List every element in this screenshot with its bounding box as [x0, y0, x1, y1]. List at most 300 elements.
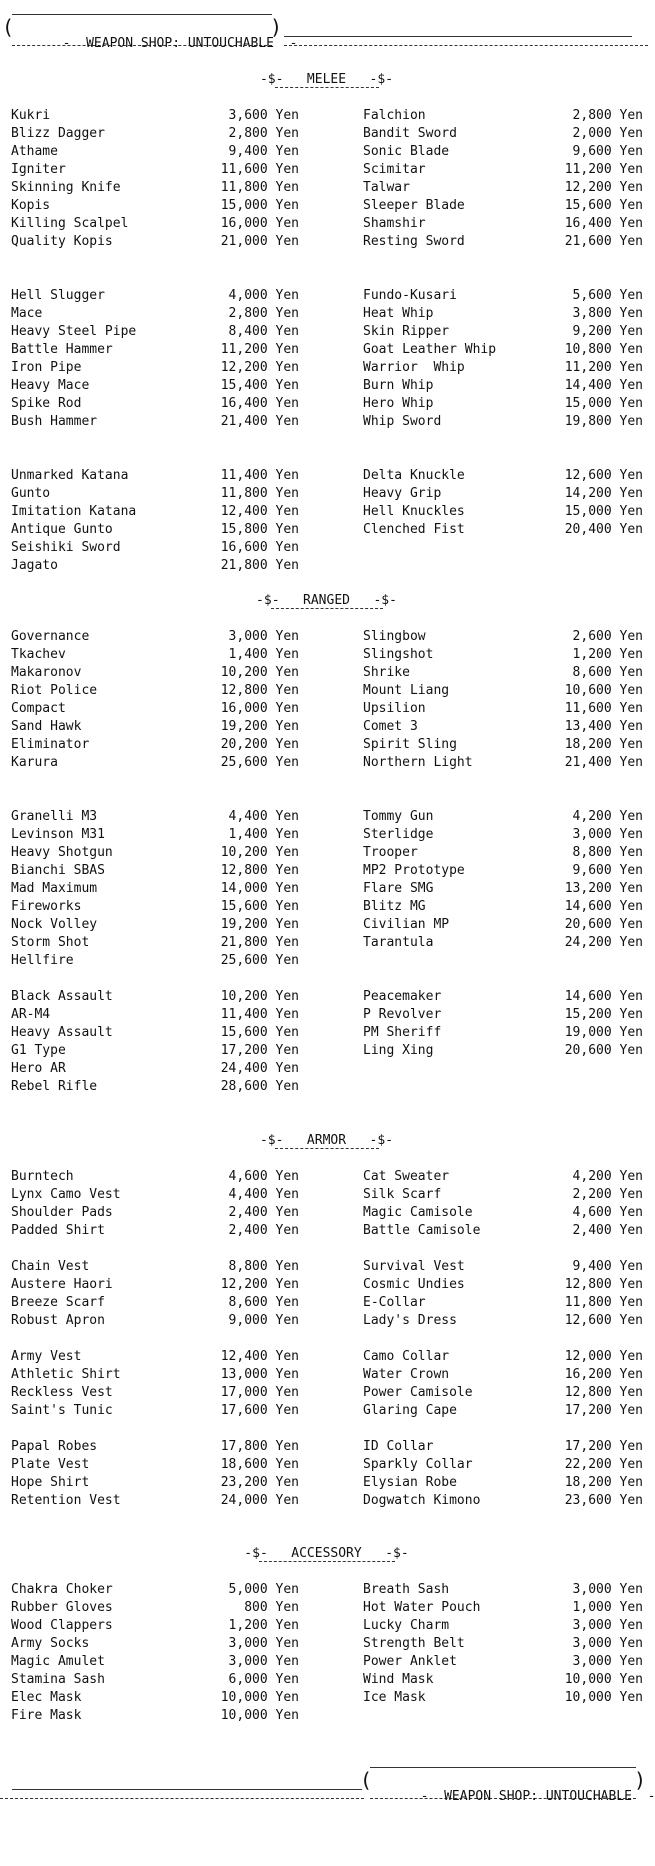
- list-item: [11, 539, 299, 557]
- item-price: [573, 125, 643, 143]
- section-heading-melee: [0, 72, 653, 88]
- item-price-value: 9,400: [572, 1259, 612, 1274]
- item-price: [221, 952, 299, 970]
- item-name: Bush Hammer: [11, 414, 98, 429]
- item-price: [221, 539, 299, 557]
- item-price: [565, 1384, 643, 1402]
- item-price: [573, 287, 643, 305]
- item-price-value: 1,400: [228, 647, 268, 662]
- list-item: [11, 826, 299, 844]
- list-item: [11, 161, 299, 179]
- item-currency: Yen: [275, 881, 299, 896]
- item-price-value: 10,200: [220, 845, 268, 860]
- item-name: Resting Sword: [363, 234, 465, 249]
- item-currency: Yen: [619, 1385, 643, 1400]
- item-name: Athletic Shirt: [11, 1367, 121, 1382]
- item-price-value: 3,000: [228, 1654, 268, 1669]
- item-name: Bianchi SBAS: [11, 863, 105, 878]
- item-price: [573, 107, 643, 125]
- section-title: ACCESSORY: [291, 1546, 362, 1561]
- item-currency: Yen: [275, 1025, 299, 1040]
- item-name: Lady's Dress: [363, 1313, 457, 1328]
- item-price: [221, 485, 299, 503]
- item-price-value: 14,600: [564, 899, 612, 914]
- section-title: RANGED: [303, 593, 350, 608]
- section-heading-accessory: [0, 1546, 653, 1562]
- list-item: [363, 988, 643, 1006]
- item-price: [565, 1312, 643, 1330]
- list-item: [11, 988, 299, 1006]
- item-name: Elysian Robe: [363, 1475, 457, 1490]
- list-item: [11, 485, 299, 503]
- item-name: Athame: [11, 144, 58, 159]
- item-price: [565, 341, 643, 359]
- list-item: [363, 1689, 643, 1707]
- item-name: Army Vest: [11, 1349, 82, 1364]
- section-title: ARMOR: [306, 1133, 347, 1148]
- item-currency: Yen: [619, 1636, 643, 1651]
- list-item: [11, 718, 299, 736]
- list-item: [11, 1456, 299, 1474]
- item-price: [565, 467, 643, 485]
- item-name: Reckless Vest: [11, 1385, 113, 1400]
- item-price-value: 13,000: [220, 1367, 268, 1382]
- item-price: [565, 1294, 643, 1312]
- item-price-value: 20,200: [220, 737, 268, 752]
- item-currency: Yen: [619, 1618, 643, 1633]
- list-item: [11, 395, 299, 413]
- item-price: [573, 1599, 643, 1617]
- item-currency: Yen: [275, 486, 299, 501]
- item-price: [565, 179, 643, 197]
- item-price-value: 15,600: [220, 899, 268, 914]
- item-currency: Yen: [275, 719, 299, 734]
- item-price-value: 15,400: [220, 378, 268, 393]
- item-currency: Yen: [275, 1654, 299, 1669]
- item-currency: Yen: [619, 468, 643, 483]
- list-item: [11, 125, 299, 143]
- item-price: [573, 844, 643, 862]
- item-price: [229, 646, 299, 664]
- list-item: [363, 1222, 643, 1240]
- item-price-value: 14,400: [564, 378, 612, 393]
- item-currency: Yen: [619, 342, 643, 357]
- item-price: [573, 1653, 643, 1671]
- item-name: Fire Mask: [11, 1708, 82, 1723]
- item-name: Talwar: [363, 180, 410, 195]
- item-currency: Yen: [619, 108, 643, 123]
- item-price: [565, 1492, 643, 1510]
- item-price-value: 14,600: [564, 989, 612, 1004]
- list-item: [11, 1402, 299, 1420]
- item-price-value: 1,200: [572, 647, 612, 662]
- list-item: [363, 197, 643, 215]
- item-currency: Yen: [275, 827, 299, 842]
- list-item: [363, 107, 643, 125]
- item-name: Sand Hawk: [11, 719, 82, 734]
- item-price: [565, 988, 643, 1006]
- item-name: Wood Clappers: [11, 1618, 113, 1633]
- item-currency: Yen: [275, 342, 299, 357]
- list-item: [11, 503, 299, 521]
- item-currency: Yen: [275, 378, 299, 393]
- item-currency: Yen: [275, 1061, 299, 1076]
- item-name: Warrior Whip: [363, 360, 465, 375]
- item-price-value: 8,600: [228, 1295, 268, 1310]
- item-price-value: 15,000: [564, 396, 612, 411]
- item-name: Storm Shot: [11, 935, 90, 950]
- item-price-value: 18,200: [564, 1475, 612, 1490]
- item-name: Padded Shirt: [11, 1223, 105, 1238]
- list-item: [11, 1671, 299, 1689]
- list-item: [363, 1438, 643, 1456]
- item-price: [221, 916, 299, 934]
- item-price: [221, 664, 299, 682]
- list-item: [363, 1474, 643, 1492]
- item-price-value: 12,000: [564, 1349, 612, 1364]
- item-currency: Yen: [275, 1403, 299, 1418]
- list-item: [363, 161, 643, 179]
- item-price-value: 19,200: [220, 917, 268, 932]
- item-price-value: 21,400: [220, 414, 268, 429]
- item-currency: Yen: [275, 1439, 299, 1454]
- item-price: [565, 233, 643, 251]
- section-underline: [259, 1561, 395, 1562]
- item-price: [573, 1222, 643, 1240]
- item-currency: Yen: [275, 1367, 299, 1382]
- item-price: [221, 1078, 299, 1096]
- list-item: [363, 179, 643, 197]
- item-price: [565, 197, 643, 215]
- item-price-value: 11,800: [220, 180, 268, 195]
- item-price-value: 16,000: [220, 701, 268, 716]
- item-name: P Revolver: [363, 1007, 442, 1022]
- item-name: Tommy Gun: [363, 809, 434, 824]
- item-name: Igniter: [11, 162, 66, 177]
- list-item: [363, 359, 643, 377]
- list-item: [11, 1492, 299, 1510]
- item-currency: Yen: [619, 180, 643, 195]
- item-currency: Yen: [619, 1277, 643, 1292]
- item-currency: Yen: [619, 414, 643, 429]
- list-item: [11, 628, 299, 646]
- item-price-value: 8,800: [228, 1259, 268, 1274]
- item-currency: Yen: [275, 1493, 299, 1508]
- item-price: [221, 233, 299, 251]
- item-price-value: 18,200: [564, 737, 612, 752]
- item-price-value: 12,800: [220, 863, 268, 878]
- list-item: [11, 1384, 299, 1402]
- item-price: [221, 1366, 299, 1384]
- item-price-value: 17,600: [220, 1403, 268, 1418]
- list-item: [11, 107, 299, 125]
- item-name: Sonic Blade: [363, 144, 450, 159]
- item-price: [573, 1186, 643, 1204]
- item-price: [221, 1276, 299, 1294]
- item-price: [221, 682, 299, 700]
- list-item: [11, 1438, 299, 1456]
- list-item: [11, 1168, 299, 1186]
- item-currency: Yen: [619, 899, 643, 914]
- list-item: [363, 1024, 643, 1042]
- item-price-value: 800: [244, 1600, 268, 1615]
- list-item: [363, 1276, 643, 1294]
- item-price-value: 25,600: [220, 953, 268, 968]
- list-item: [363, 1258, 643, 1276]
- item-price-value: 15,000: [564, 504, 612, 519]
- item-price-value: 2,600: [572, 629, 612, 644]
- item-price-value: 8,400: [228, 324, 268, 339]
- item-price-value: 20,600: [564, 917, 612, 932]
- item-price: [229, 1635, 299, 1653]
- item-price: [221, 377, 299, 395]
- item-name: Governance: [11, 629, 90, 644]
- item-currency: Yen: [275, 1313, 299, 1328]
- item-price: [229, 628, 299, 646]
- list-item: [363, 934, 643, 952]
- item-name: Makaronov: [11, 665, 82, 680]
- list-item: [11, 934, 299, 952]
- list-item: [11, 1653, 299, 1671]
- item-currency: Yen: [619, 486, 643, 501]
- item-price: [565, 700, 643, 718]
- item-price-value: 4,200: [572, 809, 612, 824]
- item-price-value: 19,200: [220, 719, 268, 734]
- item-name: Hero AR: [11, 1061, 66, 1076]
- list-item: [363, 700, 643, 718]
- item-name: Spirit Sling: [363, 737, 457, 752]
- item-name: Hot Water Pouch: [363, 1600, 481, 1615]
- item-currency: Yen: [619, 1582, 643, 1597]
- item-price-value: 14,000: [220, 881, 268, 896]
- item-price: [573, 305, 643, 323]
- item-price: [221, 880, 299, 898]
- item-price: [565, 1689, 643, 1707]
- item-currency: Yen: [619, 306, 643, 321]
- item-name: Riot Police: [11, 683, 98, 698]
- list-item: [363, 898, 643, 916]
- list-item: [11, 413, 299, 431]
- list-item: [363, 1402, 643, 1420]
- list-item: [363, 1671, 643, 1689]
- top-banner-box: ( ) - WEAPON SHOP: UNTOUCHABLE -: [0, 8, 284, 48]
- item-name: Sterlidge: [363, 827, 434, 842]
- item-price: [221, 557, 299, 575]
- item-currency: Yen: [619, 881, 643, 896]
- item-name: Seishiki Sword: [11, 540, 121, 555]
- list-item: [11, 359, 299, 377]
- list-item: [11, 179, 299, 197]
- item-price: [565, 215, 643, 233]
- item-price: [573, 808, 643, 826]
- item-name: Kukri: [11, 108, 51, 123]
- list-item: [363, 1294, 643, 1312]
- item-name: Heavy Grip: [363, 486, 442, 501]
- list-item: [11, 1006, 299, 1024]
- list-item: [363, 215, 643, 233]
- item-currency: Yen: [275, 809, 299, 824]
- item-currency: Yen: [275, 468, 299, 483]
- item-price: [221, 844, 299, 862]
- item-currency: Yen: [619, 396, 643, 411]
- item-currency: Yen: [619, 1600, 643, 1615]
- item-currency: Yen: [275, 324, 299, 339]
- item-currency: Yen: [619, 378, 643, 393]
- item-price-value: 2,800: [228, 126, 268, 141]
- item-price-value: 1,400: [228, 827, 268, 842]
- item-price-value: 19,800: [564, 414, 612, 429]
- item-name: Northern Light: [363, 755, 473, 770]
- item-name: PM Sheriff: [363, 1025, 442, 1040]
- item-price: [229, 1204, 299, 1222]
- item-price-value: 25,600: [220, 755, 268, 770]
- section-heading-text: -$- MELEE -$-: [259, 72, 394, 87]
- item-price: [565, 395, 643, 413]
- item-name: Robust Apron: [11, 1313, 105, 1328]
- item-currency: Yen: [619, 917, 643, 932]
- item-name: Water Crown: [363, 1367, 450, 1382]
- item-price-value: 17,200: [564, 1403, 612, 1418]
- item-currency: Yen: [619, 1672, 643, 1687]
- list-item: [363, 1186, 643, 1204]
- item-currency: Yen: [619, 360, 643, 375]
- item-price-value: 1,000: [572, 1600, 612, 1615]
- list-item: [363, 1581, 643, 1599]
- list-item: [11, 1078, 299, 1096]
- item-currency: Yen: [619, 216, 643, 231]
- item-price-value: 2,400: [572, 1223, 612, 1238]
- list-item: [363, 287, 643, 305]
- item-currency: Yen: [619, 1259, 643, 1274]
- item-currency: Yen: [275, 216, 299, 231]
- list-item: [363, 377, 643, 395]
- item-name: Sleeper Blade: [363, 198, 465, 213]
- section-heading-text: -$- ARMOR -$-: [259, 1133, 394, 1148]
- list-item: [363, 413, 643, 431]
- list-item: [11, 305, 299, 323]
- item-name: Spike Rod: [11, 396, 82, 411]
- list-item: [363, 916, 643, 934]
- item-currency: Yen: [275, 1690, 299, 1705]
- item-name: Rebel Rifle: [11, 1079, 98, 1094]
- item-price: [229, 287, 299, 305]
- item-name: Skinning Knife: [11, 180, 121, 195]
- item-price-value: 12,400: [220, 504, 268, 519]
- top-banner: [0, 8, 653, 51]
- item-name: Heavy Assault: [11, 1025, 113, 1040]
- item-name: Black Assault: [11, 989, 113, 1004]
- item-price: [221, 1042, 299, 1060]
- list-item: [11, 1294, 299, 1312]
- list-item: [11, 215, 299, 233]
- item-price: [229, 1258, 299, 1276]
- item-name: MP2 Prototype: [363, 863, 465, 878]
- item-name: Slingbow: [363, 629, 426, 644]
- item-currency: Yen: [275, 863, 299, 878]
- item-price-value: 21,600: [564, 234, 612, 249]
- list-item: [11, 1707, 299, 1725]
- item-price-value: 12,600: [564, 468, 612, 483]
- item-name: Hero Whip: [363, 396, 434, 411]
- item-price-value: 2,400: [228, 1205, 268, 1220]
- item-name: Scimitar: [363, 162, 426, 177]
- list-item: [11, 1348, 299, 1366]
- item-currency: Yen: [619, 522, 643, 537]
- item-name: Blitz MG: [363, 899, 426, 914]
- item-currency: Yen: [619, 1439, 643, 1454]
- item-price: [221, 359, 299, 377]
- list-item: [363, 521, 643, 539]
- list-item: [11, 521, 299, 539]
- item-price: [221, 1006, 299, 1024]
- list-item: [11, 844, 299, 862]
- list-item: [363, 682, 643, 700]
- item-name: Antique Gunto: [11, 522, 113, 537]
- item-price-value: 12,600: [564, 1313, 612, 1328]
- item-price: [229, 1186, 299, 1204]
- item-price-value: 18,600: [220, 1457, 268, 1472]
- item-price: [221, 1689, 299, 1707]
- item-price: [221, 215, 299, 233]
- item-price: [221, 700, 299, 718]
- item-name: Cat Sweater: [363, 1169, 450, 1184]
- item-name: Nock Volley: [11, 917, 98, 932]
- list-item: [11, 808, 299, 826]
- item-price: [565, 1024, 643, 1042]
- item-price: [573, 1204, 643, 1222]
- list-item: [363, 880, 643, 898]
- item-price-value: 15,200: [564, 1007, 612, 1022]
- item-name: Shamshir: [363, 216, 426, 231]
- item-price: [221, 179, 299, 197]
- item-currency: Yen: [275, 1672, 299, 1687]
- item-name: Breath Sash: [363, 1582, 450, 1597]
- item-price: [229, 305, 299, 323]
- item-price-value: 12,800: [564, 1277, 612, 1292]
- item-name: Tarantula: [363, 935, 434, 950]
- list-item: [11, 880, 299, 898]
- section-heading-ranged: [0, 593, 653, 609]
- item-price-value: 11,200: [564, 360, 612, 375]
- item-price-value: 11,400: [220, 1007, 268, 1022]
- item-currency: Yen: [275, 162, 299, 177]
- list-item: [11, 646, 299, 664]
- item-name: Breeze Scarf: [11, 1295, 105, 1310]
- list-item: [11, 1366, 299, 1384]
- item-currency: Yen: [619, 845, 643, 860]
- item-name: Lynx Camo Vest: [11, 1187, 121, 1202]
- item-price-value: 13,400: [564, 719, 612, 734]
- item-name: Magic Camisole: [363, 1205, 473, 1220]
- item-currency: Yen: [275, 522, 299, 537]
- item-price-value: 5,600: [572, 288, 612, 303]
- item-name: Heavy Shotgun: [11, 845, 113, 860]
- item-name: ID Collar: [363, 1439, 434, 1454]
- item-price-value: 3,600: [228, 108, 268, 123]
- section-heading-armor: [0, 1133, 653, 1149]
- list-item: [11, 862, 299, 880]
- item-name: Burn Whip: [363, 378, 434, 393]
- item-price-value: 11,600: [220, 162, 268, 177]
- item-currency: Yen: [275, 198, 299, 213]
- item-currency: Yen: [275, 1205, 299, 1220]
- item-currency: Yen: [619, 1690, 643, 1705]
- item-name: Fundo-Kusari: [363, 288, 457, 303]
- item-name: Mount Liang: [363, 683, 450, 698]
- item-price-value: 3,000: [572, 1618, 612, 1633]
- list-item: [363, 628, 643, 646]
- list-item: [363, 736, 643, 754]
